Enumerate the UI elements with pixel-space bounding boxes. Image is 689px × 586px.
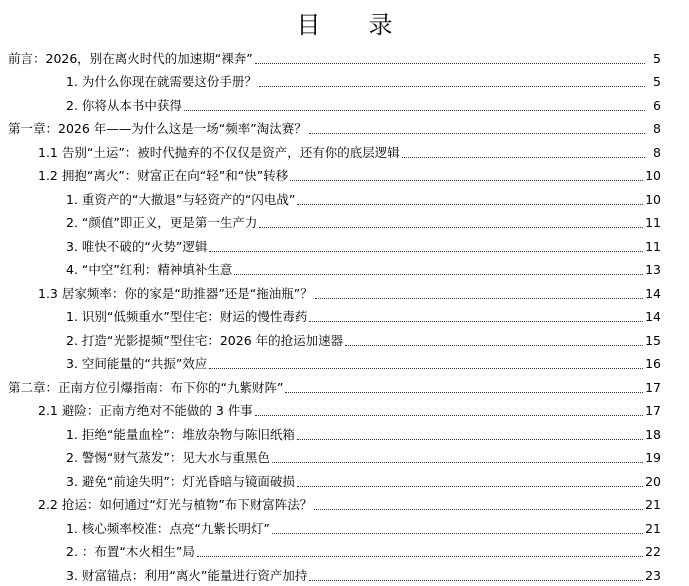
toc-entry-page-number: 8 — [653, 121, 661, 136]
dot-leader — [255, 63, 645, 64]
toc-entry-title: 3. 空间能量的“共振”效应 — [66, 356, 208, 371]
page-title — [0, 8, 689, 42]
toc-entry[interactable] — [0, 210, 689, 234]
dot-leader — [209, 368, 643, 369]
toc-entry[interactable] — [0, 374, 689, 398]
toc-entry-title: 2. ：布置“木火相生”局 — [66, 544, 195, 559]
toc-entry-page-number: 10 — [645, 168, 661, 183]
toc-entry[interactable] — [0, 116, 689, 140]
dot-leader — [184, 110, 645, 111]
toc-entry-page-number: 21 — [645, 520, 661, 536]
toc-entry-page-number: 17 — [645, 403, 661, 418]
toc-entry[interactable] — [0, 45, 689, 69]
dot-leader — [309, 580, 643, 581]
toc-entry-title: 3. 财富锚点：利用“离火”能量进行资产加持 — [66, 567, 308, 583]
toc-entry-title: 第二章：正南方位引爆指南：布下你的“九紫财阵” — [8, 379, 284, 395]
toc-entry-title: 第一章：2026 年——为什么这是一场“频率”淘汰赛？ — [8, 121, 307, 136]
toc-entry[interactable] — [0, 351, 689, 375]
dot-leader — [315, 298, 643, 299]
toc-entry[interactable] — [0, 468, 689, 492]
dot-leader — [297, 439, 643, 440]
toc-entry-title: 1. 重资产的“大撤退”与轻资产的“闪电战” — [66, 191, 296, 207]
dot-leader — [272, 533, 643, 534]
toc-entry[interactable] — [0, 163, 689, 187]
toc-entry[interactable] — [0, 327, 689, 351]
toc-entry-title: 1. 拒绝“能量血栓”：堆放杂物与陈旧纸箱 — [66, 426, 295, 442]
toc-entry-title: 2.1 避险：正南方绝对不能做的 3 件事 — [38, 403, 253, 418]
toc-entry-title: 1.3 居家频率：你的家是“助推器”还是“拖油瓶”？ — [38, 285, 313, 301]
toc-entry-title: 1. 识别“低频重水”型住宅：财运的慢性毒药 — [66, 309, 308, 324]
dot-leader — [272, 462, 643, 463]
dot-leader — [255, 415, 643, 416]
toc-entry-page-number: 14 — [645, 285, 661, 301]
toc-entry-page-number: 5 — [653, 74, 661, 89]
toc-entry-page-number: 14 — [645, 309, 661, 324]
page-title-char: 目 — [296, 11, 321, 39]
dot-leader — [234, 274, 643, 275]
dot-leader — [259, 227, 643, 228]
dot-leader — [285, 392, 643, 393]
dot-leader — [209, 251, 643, 252]
toc-entry[interactable] — [0, 539, 689, 563]
toc-entry-page-number: 22 — [645, 544, 661, 559]
toc-entry[interactable] — [0, 398, 689, 422]
toc-entry-page-number: 5 — [653, 50, 661, 66]
toc-entry-page-number: 6 — [653, 97, 661, 113]
toc-entry-title: 2. 打造“光影提频”型住宅：2026 年的抢运加速器 — [66, 332, 344, 348]
toc-entry-title: 3. 唯快不破的“火势”逻辑 — [66, 238, 208, 254]
dot-leader — [259, 86, 645, 87]
toc-entry-title: 1.1 告别“土运”：被时代抛弃的不仅仅是资产，还有你的底层逻辑 — [38, 144, 400, 160]
toc-entry-title: 2. 你将从本书中获得 — [66, 97, 182, 113]
toc-entry-page-number: 15 — [645, 332, 661, 348]
toc-entry[interactable] — [0, 445, 689, 469]
dot-leader — [297, 486, 643, 487]
toc-entry-title: 4. “中空”红利：精神填补生意 — [66, 262, 233, 277]
toc-entry-title: 2. “颜值”即正义，更是第一生产力 — [66, 215, 258, 230]
dot-leader — [309, 133, 645, 134]
dot-leader — [197, 556, 643, 557]
toc-entry[interactable] — [0, 280, 689, 304]
dot-leader — [314, 509, 643, 510]
dot-leader — [345, 345, 643, 346]
toc-entry-page-number: 19 — [645, 450, 661, 465]
toc-entry-page-number: 17 — [645, 379, 661, 395]
toc-entry-page-number: 18 — [645, 426, 661, 442]
table-of-contents — [0, 45, 689, 586]
dot-leader — [402, 157, 645, 158]
dot-leader — [290, 180, 643, 181]
dot-leader — [309, 321, 643, 322]
toc-entry[interactable] — [0, 69, 689, 93]
toc-entry-page-number: 23 — [645, 567, 661, 583]
toc-entry-page-number: 11 — [645, 238, 661, 254]
toc-entry-page-number: 20 — [645, 473, 661, 489]
toc-entry-title: 前言：2026，别在离火时代的加速期“裸奔” — [8, 50, 253, 66]
toc-entry-title: 3. 避免“前途失明”：灯光昏暗与镜面破损 — [66, 473, 295, 489]
toc-entry[interactable] — [0, 421, 689, 445]
toc-entry-page-number: 8 — [653, 144, 661, 160]
toc-entry-title: 1. 核心频率校准：点亮“九紫长明灯” — [66, 520, 270, 536]
toc-entry[interactable] — [0, 515, 689, 539]
page-title-char: 录 — [368, 11, 393, 39]
toc-entry-title: 2.2 抢运：如何通过“灯光与植物”布下财富阵法？ — [38, 497, 313, 512]
toc-entry[interactable] — [0, 562, 689, 586]
toc-entry[interactable] — [0, 257, 689, 281]
toc-entry-title: 1. 为什么你现在就需要这份手册？ — [66, 74, 257, 89]
toc-entry-page-number: 10 — [645, 191, 661, 207]
toc-entry[interactable] — [0, 186, 689, 210]
toc-entry[interactable] — [0, 492, 689, 516]
toc-entry-page-number: 13 — [645, 262, 661, 277]
toc-entry[interactable] — [0, 92, 689, 116]
toc-entry[interactable] — [0, 233, 689, 257]
toc-entry[interactable] — [0, 139, 689, 163]
toc-entry-page-number: 16 — [645, 356, 661, 371]
toc-entry[interactable] — [0, 304, 689, 328]
dot-leader — [297, 204, 643, 205]
toc-entry-title: 1.2 拥抱“离火”：财富正在向“轻”和“快”转移 — [38, 168, 289, 183]
toc-entry-page-number: 11 — [645, 215, 661, 230]
toc-entry-title: 2. 警惕“财气蒸发”：见大水与重黑色 — [66, 450, 270, 465]
toc-entry-page-number: 21 — [645, 497, 661, 512]
